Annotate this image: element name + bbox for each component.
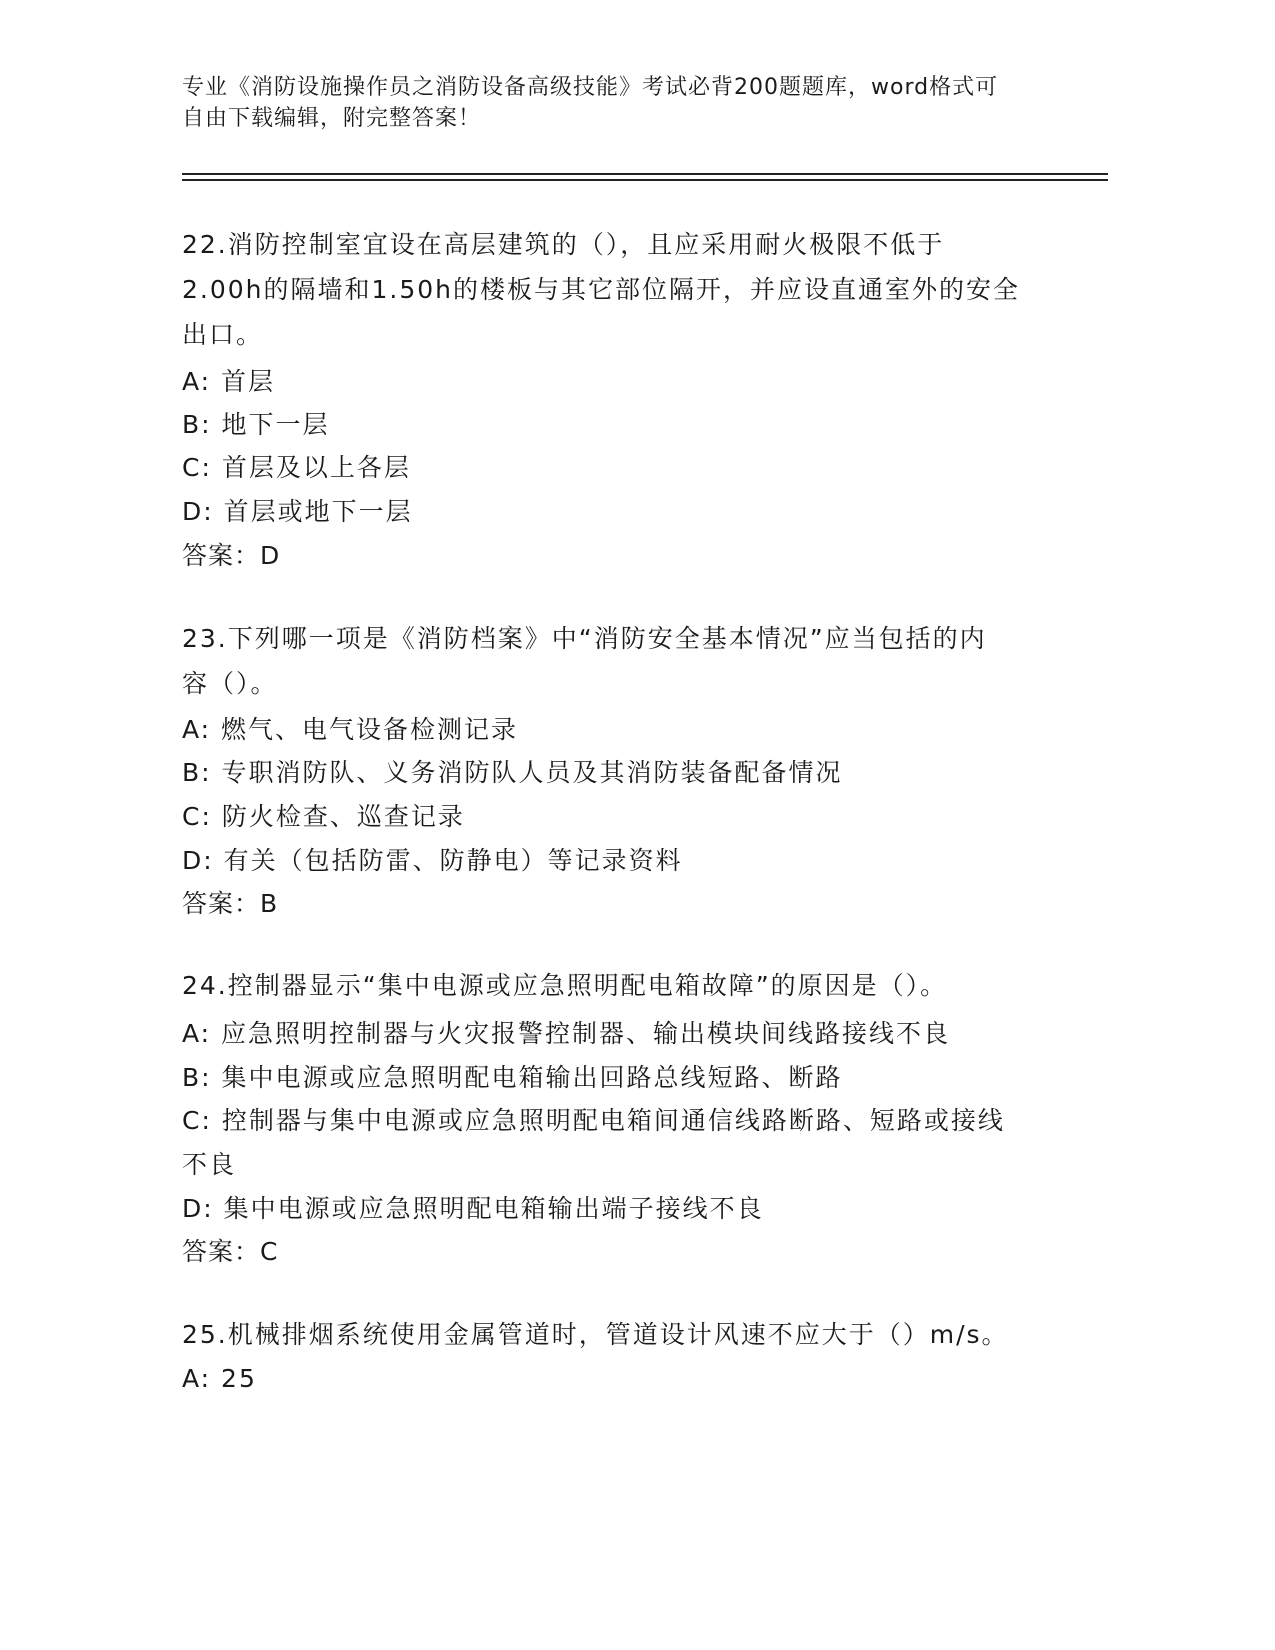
question-22 (182, 222, 1062, 357)
option-c: C: 控制器与集中电源或应急照明配电箱间通信线路断路、短路或接线 (182, 1106, 1005, 1135)
option-d: D: 集中电源或应急照明配电箱输出端子接线不良 (182, 1194, 764, 1223)
option-c: C: 防火检查、巡查记录 (182, 802, 465, 831)
question-24 (182, 963, 1062, 1008)
question-line: 容（）。 (182, 669, 278, 698)
answer: 答案：B (182, 889, 279, 918)
header-divider (182, 173, 1108, 175)
question-25 (182, 1312, 1062, 1357)
option-a: A: 25 (182, 1364, 257, 1393)
header-divider (182, 179, 1108, 181)
question-line: 23.下列哪一项是《消防档案》中“消防安全基本情况”应当包括的内 (182, 624, 987, 653)
question-23 (182, 616, 1062, 706)
option-a: A: 应急照明控制器与火灾报警控制器、输出模块间线路接线不良 (182, 1019, 951, 1048)
option-a: A: 燃气、电气设备检测记录 (182, 715, 519, 744)
question-line: 24.控制器显示“集中电源或应急照明配电箱故障”的原因是（）。 (182, 971, 948, 1000)
option-d: D: 首层或地下一层 (182, 497, 413, 526)
header-line-1: 专业《消防设施操作员之消防设备高级技能》考试必背200题题库，word格式可 (182, 75, 999, 100)
header-line-2: 自由下载编辑，附完整答案！ (182, 106, 482, 131)
option-b: B: 地下一层 (182, 410, 330, 439)
option-b: B: 专职消防队、义务消防队人员及其消防装备配备情况 (182, 758, 843, 787)
document-header (182, 72, 1062, 134)
option-c-continued: 不良 (182, 1150, 237, 1179)
question-line: 25.机械排烟系统使用金属管道时，管道设计风速不应大于（）m/s。 (182, 1320, 1009, 1349)
question-line: 出口。 (182, 320, 264, 349)
question-line: 22.消防控制室宜设在高层建筑的（），且应采用耐火极限不低于 (182, 230, 945, 259)
option-c: C: 首层及以上各层 (182, 453, 411, 482)
answer: 答案：D (182, 541, 281, 570)
option-a: A: 首层 (182, 367, 276, 396)
option-d: D: 有关（包括防雷、防静电）等记录资料 (182, 846, 683, 875)
answer: 答案：C (182, 1237, 279, 1266)
question-line: 2.00h的隔墙和1.50h的楼板与其它部位隔开，并应设直通室外的安全 (182, 275, 1021, 304)
option-b: B: 集中电源或应急照明配电箱输出回路总线短路、断路 (182, 1063, 843, 1092)
